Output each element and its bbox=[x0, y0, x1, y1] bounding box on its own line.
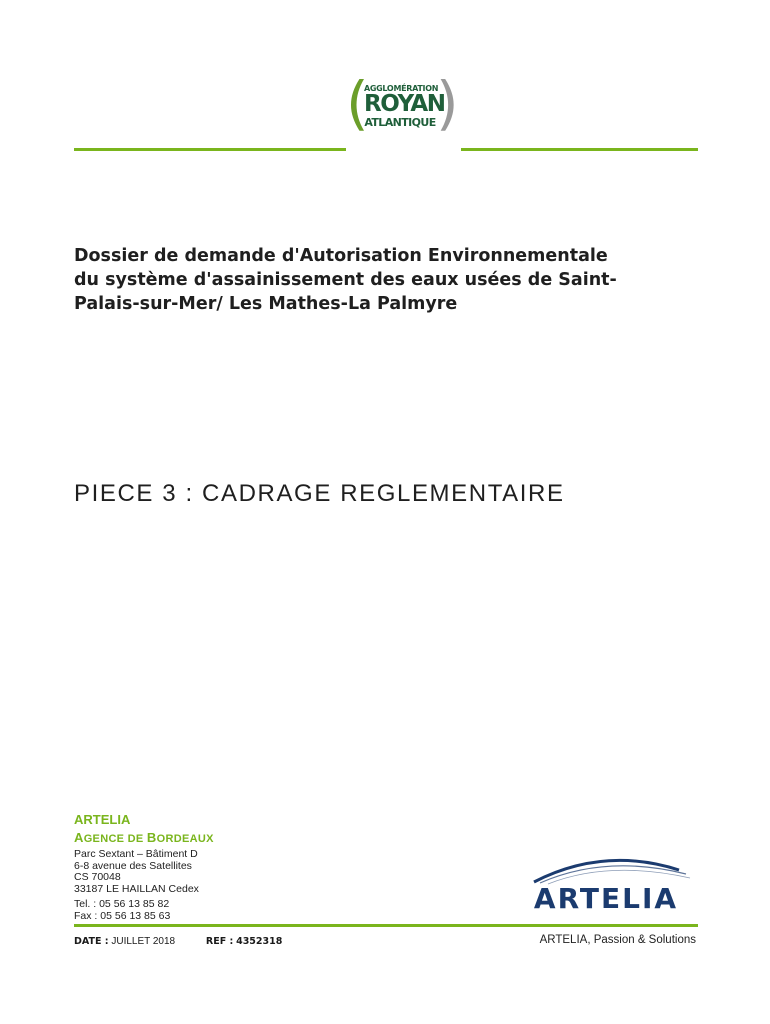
piece-title: PIECE 3 : CADRAGE REGLEMENTAIRE bbox=[74, 480, 565, 507]
address-line: Parc Sextant – Bâtiment D bbox=[74, 848, 198, 860]
footer-info bbox=[74, 936, 282, 947]
title-line-3: Palais-sur-Mer/ Les Mathes-La Palmyre bbox=[74, 294, 458, 314]
artelia-swoosh-icon bbox=[514, 852, 704, 886]
agency-name: AGENCE DE BORDEAUX bbox=[74, 830, 214, 845]
logo-line-agglomeration: AGGLOMÉRATION bbox=[364, 84, 439, 93]
agency-fax: Fax : 05 56 13 85 63 bbox=[74, 909, 171, 922]
title-line-1: Dossier de demande d'Autorisation Environnementale bbox=[74, 246, 608, 266]
agency-company: ARTELIA bbox=[74, 812, 131, 827]
logo-line-royan: ROYAN bbox=[364, 91, 445, 117]
date-value: JUILLET 2018 bbox=[111, 936, 176, 947]
header-rule-left bbox=[74, 148, 346, 151]
artelia-logo bbox=[514, 852, 704, 914]
royan-atlantique-logo bbox=[346, 69, 459, 137]
agency-tel: Tel. : 05 56 13 85 82 bbox=[74, 898, 170, 910]
ref-label: REF : bbox=[205, 936, 234, 947]
address-line: 33187 LE HAILLAN Cedex bbox=[74, 882, 199, 895]
agency-info bbox=[74, 812, 374, 922]
logo-left-parenthesis: ( bbox=[346, 69, 369, 137]
logo-line-atlantique: ATLANTIQUE bbox=[364, 116, 436, 129]
address-line: CS 70048 bbox=[74, 871, 121, 883]
title-line-2: du système d'assainissement des eaux usées de Saint- bbox=[74, 270, 617, 290]
document-title bbox=[74, 244, 714, 316]
agency-address bbox=[74, 849, 374, 895]
header-rule-right bbox=[461, 148, 698, 151]
footer-rule bbox=[74, 924, 698, 927]
ref-value: 4352318 bbox=[236, 936, 283, 947]
footer-tagline: ARTELIA, Passion & Solutions bbox=[539, 934, 696, 946]
artelia-wordmark: ARTELIA bbox=[533, 882, 679, 915]
date-label: DATE : bbox=[74, 936, 109, 947]
address-line: 6-8 avenue des Satellites bbox=[74, 859, 192, 872]
agency-contact bbox=[74, 899, 374, 922]
logo-right-parenthesis: ) bbox=[436, 69, 459, 137]
